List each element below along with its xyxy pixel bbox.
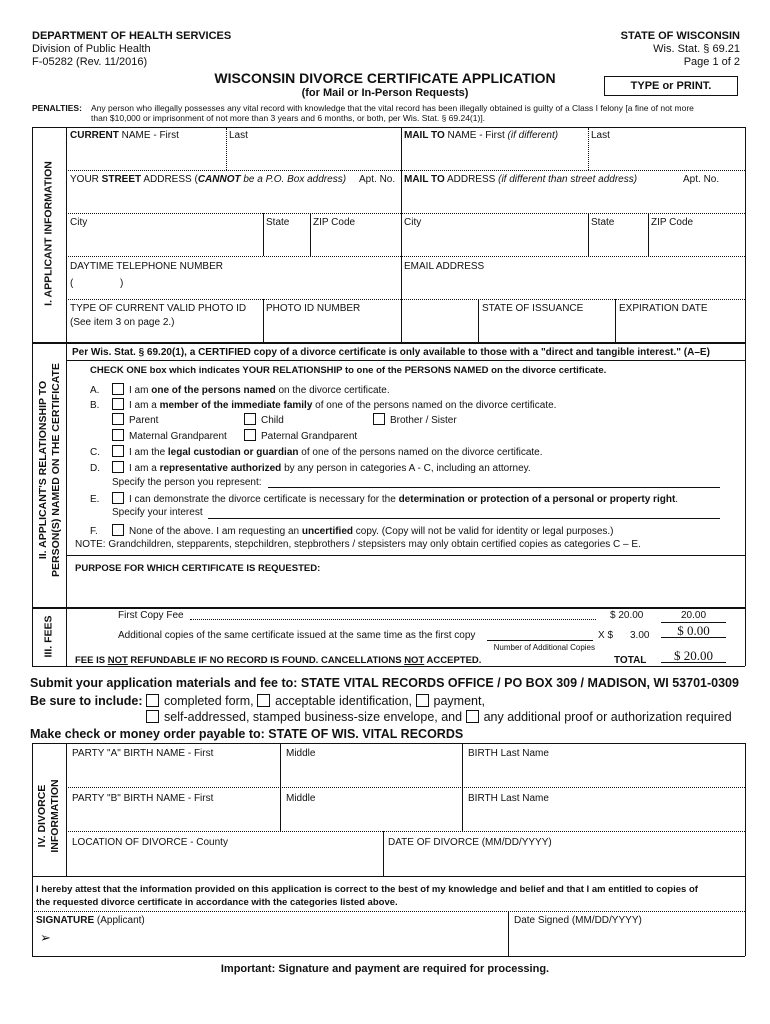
section-1-label: I. APPLICANT INFORMATION [42, 161, 55, 306]
expiration-date-field[interactable]: EXPIRATION DATE [619, 303, 708, 314]
checkbox-additional-proof[interactable] [466, 710, 479, 723]
statute: Wis. Stat. § 69.21 [653, 43, 740, 55]
party-b-first-name-field[interactable]: PARTY "B" BIRTH NAME - First [72, 793, 214, 804]
photo-id-number-field[interactable]: PHOTO ID NUMBER [266, 303, 361, 314]
total-fee-value[interactable]: $ 20.00 [661, 650, 726, 663]
specify-person-input[interactable] [268, 487, 720, 488]
form-subtitle: (for Mail or In-Person Requests) [301, 87, 469, 99]
checkbox-a[interactable] [112, 383, 124, 395]
photo-id-type-field[interactable]: TYPE OF CURRENT VALID PHOTO ID [70, 303, 247, 314]
first-copy-fee-amount: $ 20.00 [610, 610, 644, 621]
apt-no-field[interactable]: Apt. No. [359, 174, 396, 185]
family-paternal-grandparent-option[interactable]: Paternal Grandparent [244, 429, 357, 443]
multiply-sign: X $ [598, 630, 614, 641]
specify-interest-label: Specify your interest [112, 507, 203, 518]
be-sure-to-include: Be sure to include: completed form, acceptable identification, payment, [30, 694, 485, 708]
mail-state-field[interactable]: State [591, 217, 615, 228]
additional-copies-total[interactable]: $ 0.00 [661, 625, 726, 638]
checkbox-payment[interactable] [416, 694, 429, 707]
zip-code-field[interactable]: ZIP Code [313, 217, 356, 228]
page-number: Page 1 of 2 [683, 56, 740, 68]
submit-instructions: Submit your application materials and fee to: STATE VITAL RECORDS OFFICE / PO BOX 309 / MADISON, WI 53701-0309 [30, 676, 739, 690]
refund-policy: FEE IS NOT REFUNDABLE IF NO RECORD IS FOUND. CANCELLATIONS NOT ACCEPTED. [75, 655, 482, 666]
state-field[interactable]: State [266, 217, 290, 228]
checkbox-d[interactable] [112, 461, 124, 473]
relationship-option-b[interactable]: B. I am a member of the immediate family of one of the persons named on the divorce certificate. [90, 400, 557, 411]
street-address-field[interactable]: YOUR STREET ADDRESS (CANNOT be a P.O. Box address) [70, 174, 347, 185]
section-3-label: III. FEES [42, 615, 55, 658]
checkbox-b[interactable] [112, 398, 124, 410]
form-title: WISCONSIN DIVORCE CERTIFICATE APPLICATION [214, 70, 556, 86]
direct-tangible-interest-note: Per Wis. Stat. § 69.20(1), a CERTIFIED copy of a divorce certificate is only available to those with a "direct and tangible interest." (A–E) [72, 347, 710, 358]
family-child-option[interactable]: Child [244, 413, 284, 427]
specify-person-label: Specify the person you represent: [112, 477, 262, 488]
daytime-phone-field[interactable]: DAYTIME TELEPHONE NUMBER [70, 261, 223, 272]
mail-to-address-field[interactable]: MAIL TO ADDRESS (if different than street address) [404, 174, 638, 185]
party-a-last-name-field[interactable]: BIRTH Last Name [468, 748, 549, 759]
phone-area-close: ) [120, 278, 124, 289]
additional-copies-count-input[interactable] [487, 640, 593, 641]
mail-to-name-last-field[interactable]: Last [591, 130, 610, 141]
checkbox-child[interactable] [244, 413, 256, 425]
section-2-label: II. APPLICANT'S RELATIONSHIP TO PERSON(S) NAMED ON THE CERTIFICATE [37, 363, 62, 577]
attest-text-2: the requested divorce certificate in accordance with the categories listed above. [36, 897, 398, 908]
purpose-field[interactable]: PURPOSE FOR WHICH CERTIFICATE IS REQUESTED: [75, 563, 321, 574]
photo-id-note: (See item 3 on page 2.) [70, 317, 175, 328]
party-b-last-name-field[interactable]: BIRTH Last Name [468, 793, 549, 804]
total-label: TOTAL [614, 655, 647, 666]
relationship-option-f[interactable]: F. None of the above. I am requesting an uncertified copy. (Copy will not be valid for identity or legal purposes.) [90, 526, 614, 537]
attest-text-1: I hereby attest that the information provided on this application is correct to the best of my knowledge and belief and that I am entitled to copies of [36, 884, 698, 895]
signature-field[interactable]: SIGNATURE (Applicant) [36, 915, 145, 926]
current-name-first-field[interactable]: CURRENT NAME - First [70, 130, 179, 141]
checkbox-e[interactable] [112, 492, 124, 504]
mail-zip-code-field[interactable]: ZIP Code [651, 217, 694, 228]
specify-interest-input[interactable] [208, 518, 720, 519]
checkbox-sibling[interactable] [373, 413, 385, 425]
relationship-option-c[interactable]: C. I am the legal custodian or guardian of one of the persons named on the divorce certificate. [90, 447, 543, 458]
date-signed-field[interactable]: Date Signed (MM/DD/YYYY) [514, 915, 642, 926]
current-name-last-field[interactable]: Last [229, 130, 248, 141]
relationship-option-d[interactable]: D. I am a representative authorized by any person in categories A - C, including an attorney. [90, 463, 531, 474]
additional-copy-price: 3.00 [630, 630, 650, 641]
penalties-text-2: than $10,000 or imprisonment of not more than 3 years and 6 months, or both, per Wis. Stat. § 69.24(1)]. [91, 113, 486, 123]
type-or-print-box: TYPE or PRINT. [604, 76, 738, 96]
checkbox-maternal-grandparent[interactable] [112, 429, 124, 441]
checkbox-c[interactable] [112, 445, 124, 457]
divorce-date-field[interactable]: DATE OF DIVORCE (MM/DD/YYYY) [388, 837, 552, 848]
include-line-2: self-addressed, stamped business-size envelope, and any additional proof or authorization required [146, 710, 732, 724]
mail-city-field[interactable]: City [404, 217, 422, 228]
family-parent-option[interactable]: Parent [112, 413, 158, 427]
checkbox-f[interactable] [112, 524, 124, 536]
form-id: F-05282 (Rev. 11/2016) [32, 56, 148, 68]
mail-apt-no-field[interactable]: Apt. No. [683, 174, 720, 185]
phone-area-open: ( [70, 278, 74, 289]
first-copy-fee-value[interactable]: 20.00 [661, 610, 726, 623]
state-of-issuance-field[interactable]: STATE OF ISSUANCE [482, 303, 584, 314]
party-a-first-name-field[interactable]: PARTY "A" BIRTH NAME - First [72, 748, 214, 759]
relationship-option-a[interactable]: A. I am one of the persons named on the divorce certificate. [90, 385, 390, 396]
city-field[interactable]: City [70, 217, 88, 228]
mail-to-name-first-field[interactable]: MAIL TO NAME - First (if different) [404, 130, 559, 141]
payable-to: Make check or money order payable to: STATE OF WIS. VITAL RECORDS [30, 727, 464, 741]
checkbox-parent[interactable] [112, 413, 124, 425]
checkbox-envelope[interactable] [146, 710, 159, 723]
first-copy-fee-label: First Copy Fee [118, 610, 184, 621]
state-name: STATE OF WISCONSIN [620, 30, 740, 42]
penalties-text-1: Any person who illegally possesses any vital record with knowledge that the vital record has been illegally obtained is guilty of a Class I felony [a fine of not more [91, 103, 694, 113]
check-one-instruction: CHECK ONE box which indicates YOUR RELATIONSHIP to one of the PERSONS NAMED on the divorce certificate. [90, 365, 607, 376]
checkbox-paternal-grandparent[interactable] [244, 429, 256, 441]
section-4-label: IV. DIVORCE INFORMATION [36, 779, 61, 853]
family-maternal-grandparent-option[interactable]: Maternal Grandparent [112, 429, 227, 443]
signature-arrow-icon: ➢ [40, 930, 51, 945]
party-b-middle-name-field[interactable]: Middle [286, 793, 316, 804]
family-sibling-option[interactable]: Brother / Sister [373, 413, 457, 427]
important-notice: Important: Signature and payment are required for processing. [220, 963, 550, 975]
number-of-additional-copies-caption: Number of Additional Copies [493, 643, 595, 652]
checkbox-identification[interactable] [257, 694, 270, 707]
additional-copies-label: Additional copies of the same certificate issued at the same time as the first copy [118, 630, 476, 641]
division-name: Division of Public Health [32, 43, 151, 55]
relationship-note: NOTE: Grandchildren, stepparents, stepchildren, stepbrothers / stepsisters may only obtain certified copies as categories C – E. [75, 539, 641, 550]
email-address-field[interactable]: EMAIL ADDRESS [404, 261, 485, 272]
penalties-label: PENALTIES: [32, 103, 82, 113]
checkbox-completed-form[interactable] [146, 694, 159, 707]
relationship-option-e[interactable]: E. I can demonstrate the divorce certificate is necessary for the determination or protection of a personal or property right. [90, 494, 679, 505]
divorce-location-field[interactable]: LOCATION OF DIVORCE - County [72, 837, 228, 848]
party-a-middle-name-field[interactable]: Middle [286, 748, 316, 759]
department-name: DEPARTMENT OF HEALTH SERVICES [32, 30, 232, 42]
